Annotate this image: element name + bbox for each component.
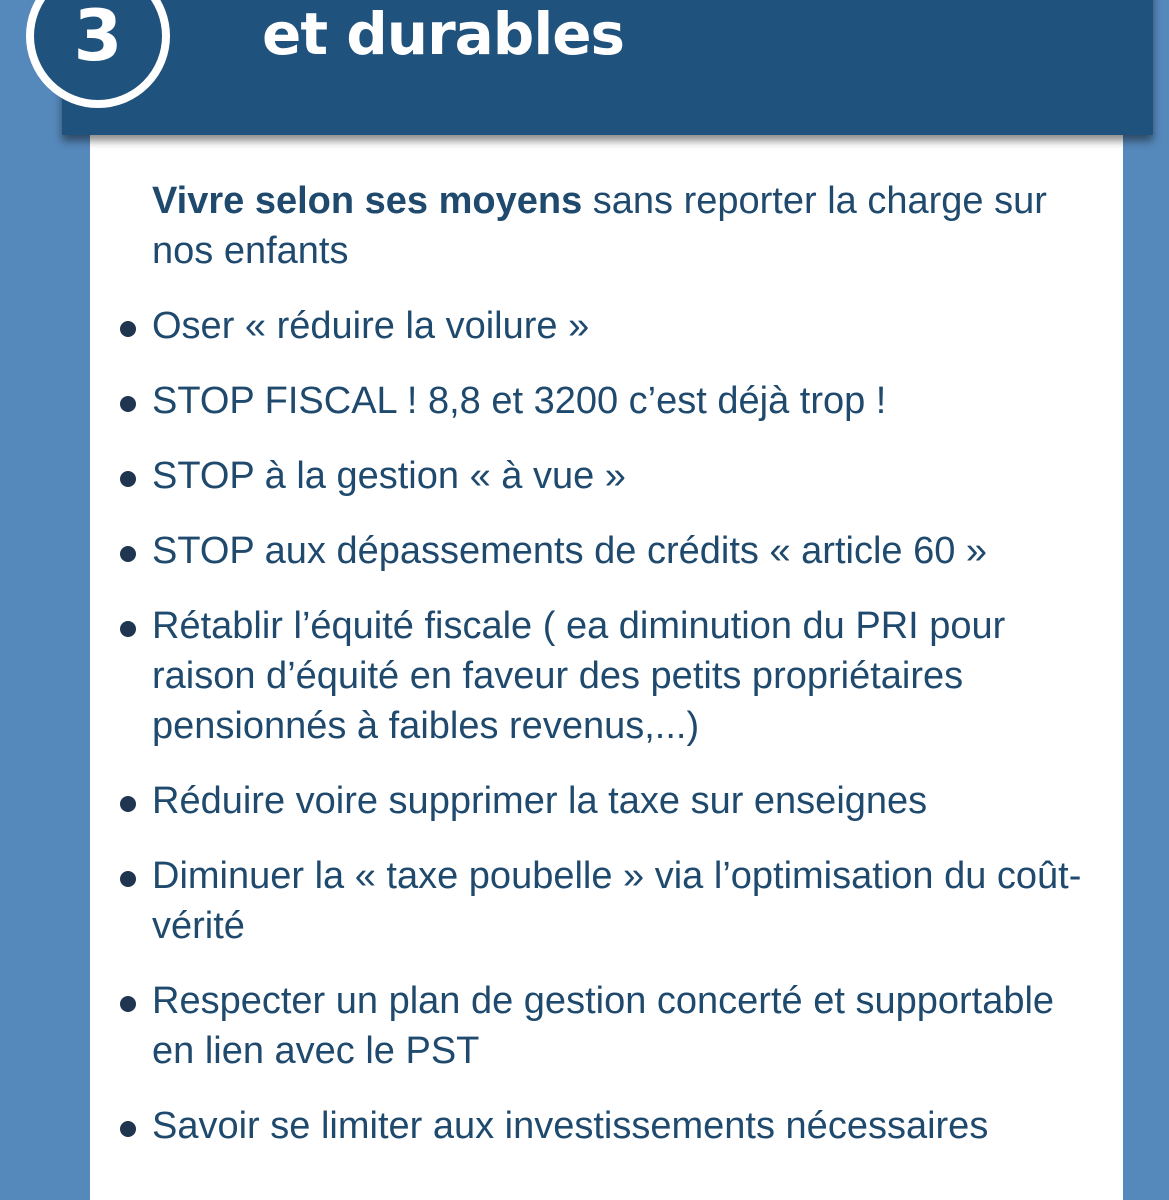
bullet-list [152, 301, 1092, 1151]
list-item: Rétablir l’équité fiscale ( ea diminution du PRI pour raison d’équité en faveur des petits propriétaires pensionnés à faibles revenus,...) [152, 601, 1092, 751]
list-item: Savoir se limiter aux investissements nécessaires [152, 1101, 1092, 1151]
list-item: Oser « réduire la voilure » [152, 301, 1092, 351]
list-item: STOP FISCAL ! 8,8 et 3200 c’est déjà trop ! [152, 376, 1092, 426]
header-banner [62, 0, 1153, 135]
page-title-line-2: et durables [262, 0, 625, 68]
list-item: Respecter un plan de gestion concerté et supportable en lien avec le PST [152, 976, 1092, 1076]
intro-paragraph [152, 176, 1092, 276]
intro-emphasis: Vivre selon ses moyens [152, 180, 583, 222]
list-item: Réduire voire supprimer la taxe sur enseignes [152, 776, 1092, 826]
list-item: STOP à la gestion « à vue » [152, 451, 1092, 501]
main-content [152, 176, 1092, 1176]
intro-text: sans reporter la charge sur nos enfants [152, 180, 1047, 272]
list-item: STOP aux dépassements de crédits « article 60 » [152, 526, 1092, 576]
list-item: Diminuer la « taxe poubelle » via l’optimisation du coût-vérité [152, 851, 1092, 951]
section-number: 3 [73, 0, 123, 77]
